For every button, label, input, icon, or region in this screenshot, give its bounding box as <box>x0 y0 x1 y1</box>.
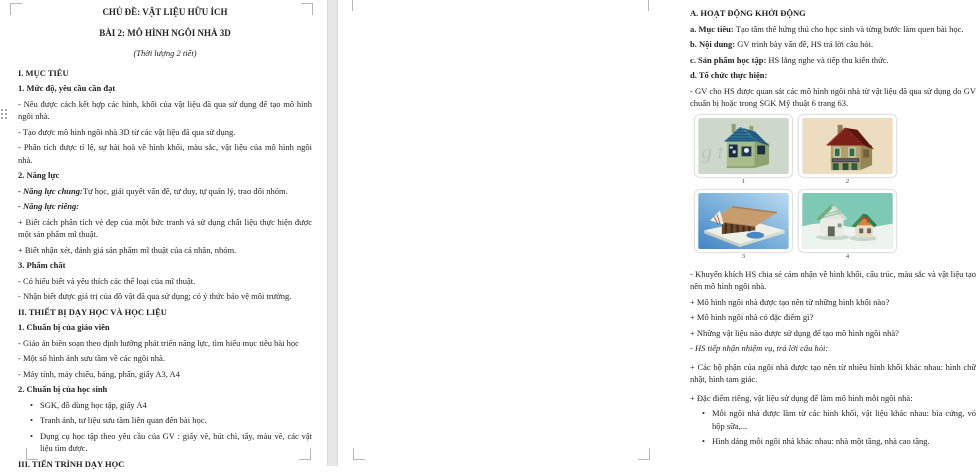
paragraph: b. Nội dung: GV trình bày vấn đề, HS trả lời câu hỏi. <box>690 39 874 49</box>
paragraph: 1. Mức độ, yêu cầu cần đạt <box>18 83 116 93</box>
crop-mark-icon <box>301 3 313 15</box>
figure-caption: 3 <box>741 253 746 260</box>
paragraph: + Mô hình ngôi nhà được tạo nên từ những hình khối nào? <box>690 296 890 307</box>
traditional-house-model-image <box>698 193 789 249</box>
crop-mark-icon <box>10 3 22 15</box>
crop-mark-icon <box>637 0 649 11</box>
paragraph: + Biết nhận xét, đánh giá sản phẩm mĩ thuật của cá nhân, nhóm. <box>18 244 237 255</box>
paragraph: I. MỤC TIÊU <box>18 67 69 78</box>
watermark-text: g t <box>701 138 724 163</box>
paragraph: - Phân tích được tỉ lệ, sự hài hoà về hình khối, màu sắc, vật liệu của mô hình ngôi nhà. <box>18 142 312 165</box>
crop-mark-icon <box>353 448 365 460</box>
paragraph: (Thời lượng 2 tiết) <box>133 48 197 58</box>
paragraph: - Nhận biết được giá trị của đồ vật đã qua sử dụng; có ý thức bảo vệ môi trường. <box>18 291 292 301</box>
house-model-photo-4 <box>798 189 897 253</box>
crop-mark-icon <box>299 448 311 460</box>
drag-handle-icon[interactable] <box>1 109 9 121</box>
paragraph: 3. Phẩm chất <box>18 260 66 270</box>
figure-house-model-1[interactable] <box>694 114 793 187</box>
paragraph: - Giáo án biên soạn theo định hướng phát triển năng lực, tìm hiểu mục tiêu bài học <box>18 337 299 348</box>
paragraph: - Một số hình ảnh sưu tầm về các ngôi nhà. <box>18 353 165 363</box>
tan-house-red-roof-image <box>802 118 893 174</box>
paragraph: • Tranh ảnh, tư liệu sưu tầm liên quan đến bài học. <box>18 414 312 427</box>
figure-house-model-3[interactable] <box>694 189 793 262</box>
paragraph: CHỦ ĐỀ: VẬT LIỆU HỮU ÍCH <box>102 7 228 17</box>
figure-house-model-2[interactable] <box>798 114 897 187</box>
paragraph: + Những vật liệu nào được sử dụng để tạo mô hình ngôi nhà? <box>690 327 899 338</box>
figure-house-model-4[interactable] <box>798 189 897 262</box>
paragraph: c. Sản phẩm học tập: HS lắng nghe và tiếp thu kiến thức. <box>690 54 889 65</box>
paragraph: - Tạo được mô hình ngôi nhà 3D từ các vật liệu đã qua sử dụng. <box>18 126 236 137</box>
paragraph: - HS tiếp nhận nhiệm vụ, trả lời câu hỏi: <box>690 343 829 353</box>
document-page-left[interactable] <box>0 0 327 469</box>
house-model-photo-1 <box>694 114 793 178</box>
crop-mark-icon <box>352 0 364 11</box>
page-gap-divider <box>327 0 338 466</box>
figure-caption: 2 <box>845 177 850 185</box>
paragraph: a. Mục tiêu: Tạo tâm thế hứng thú cho học sinh và từng bước làm quen bài học. <box>690 23 964 34</box>
paragraph: • Hình dáng mỗi ngôi nhà khác nhau: nhà một tầng, nhà cao tầng. <box>690 435 976 448</box>
crop-mark-icon <box>638 448 650 460</box>
paragraph: 2. Năng lực <box>18 170 60 180</box>
left-page-content <box>18 6 312 473</box>
two-paper-houses-image <box>802 193 893 249</box>
paragraph: + Đặc điểm riêng, vật liệu sử dụng để làm mô hình mỗi ngôi nhà: <box>690 392 913 403</box>
paragraph: • Mỗi ngôi nhà được làm từ các hình khối, vật liệu khác nhau: bìa cứng, vỏ hộp sữa,... <box>690 407 976 432</box>
paragraph: + Các bộ phận của ngôi nhà được tạo nên từ nhiều hình khối khác nhau: hình chữ nhật, hình tam giác. <box>690 361 976 384</box>
figure-caption: 1 <box>741 177 746 185</box>
paragraph: + Mô hình ngôi nhà có đặc điểm gì? <box>690 312 814 322</box>
crop-mark-icon <box>26 448 38 460</box>
paragraph: + Biết cách phân tích vẻ đẹp của một bức tranh và sử dụng chất liệu thực hiện được một sản phẩm mĩ thuật. <box>18 216 312 239</box>
paragraph: - Máy tính, máy chiếu, bảng, phấn, giấy A3, A4 <box>18 368 180 379</box>
house-model-photo-3 <box>694 189 793 253</box>
house-model-photo-2 <box>798 114 897 178</box>
paragraph: BÀI 2: MÔ HÌNH NGÔI NHÀ 3D <box>99 27 231 38</box>
paragraph: - Năng lực riêng: <box>18 201 80 211</box>
green-house-blue-roof-image <box>698 118 789 174</box>
paragraph: - GV cho HS được quan sát các mô hình ngôi nhà từ vật liệu đã qua sử dụng do GV chuẩn bị hoặc trong SGK Mỹ thuật 6 trang 63. <box>690 85 976 108</box>
paragraph: - Khuyến khích HS chia sẻ cảm nhận về hình khối, cấu trúc, màu sắc và vật liệu tạo nên mô hình ngôi nhà. <box>690 268 976 291</box>
figure-caption: 4 <box>845 253 850 260</box>
paragraph: 2. Chuẩn bị của học sinh <box>18 384 108 394</box>
house-model-figure-grid <box>694 114 902 262</box>
paragraph: - Nêu được cách kết hợp các hình, khối của vật liệu đã qua sử dụng để tạo mô hình ngôi nhà. <box>18 98 312 121</box>
paragraph: - Năng lực chung:Tự học, giải quyết vấn đề, tư duy, tự quản lý, trao đổi nhóm. <box>18 185 288 196</box>
paragraph: II. THIẾT BỊ DẠY HỌC VÀ HỌC LIỆU <box>18 306 167 317</box>
right-page-text-top <box>690 7 976 110</box>
document-page-right[interactable] <box>338 0 976 466</box>
paragraph: A. HOẠT ĐỘNG KHỞI ĐỘNG <box>690 8 806 18</box>
paragraph: - Có hiểu biết và yêu thích các thể loại của mĩ thuật. <box>18 275 196 286</box>
paragraph: • SGK, đồ dùng học tập, giấy A4 <box>18 399 312 412</box>
paragraph: 1. Chuẩn bị của giáo viên <box>18 322 110 332</box>
right-page-text-bottom <box>690 268 976 448</box>
paragraph: • Dụng cụ học tập theo yêu cầu của GV : giấy vẽ, bút chì, tẩy, màu vẽ, các vật liệu tìm được. <box>18 430 312 455</box>
paragraph: III. TIẾN TRÌNH DẠY HỌC <box>18 458 125 469</box>
paragraph: d. Tổ chức thực hiện: <box>690 70 768 80</box>
right-page-content <box>690 7 976 451</box>
